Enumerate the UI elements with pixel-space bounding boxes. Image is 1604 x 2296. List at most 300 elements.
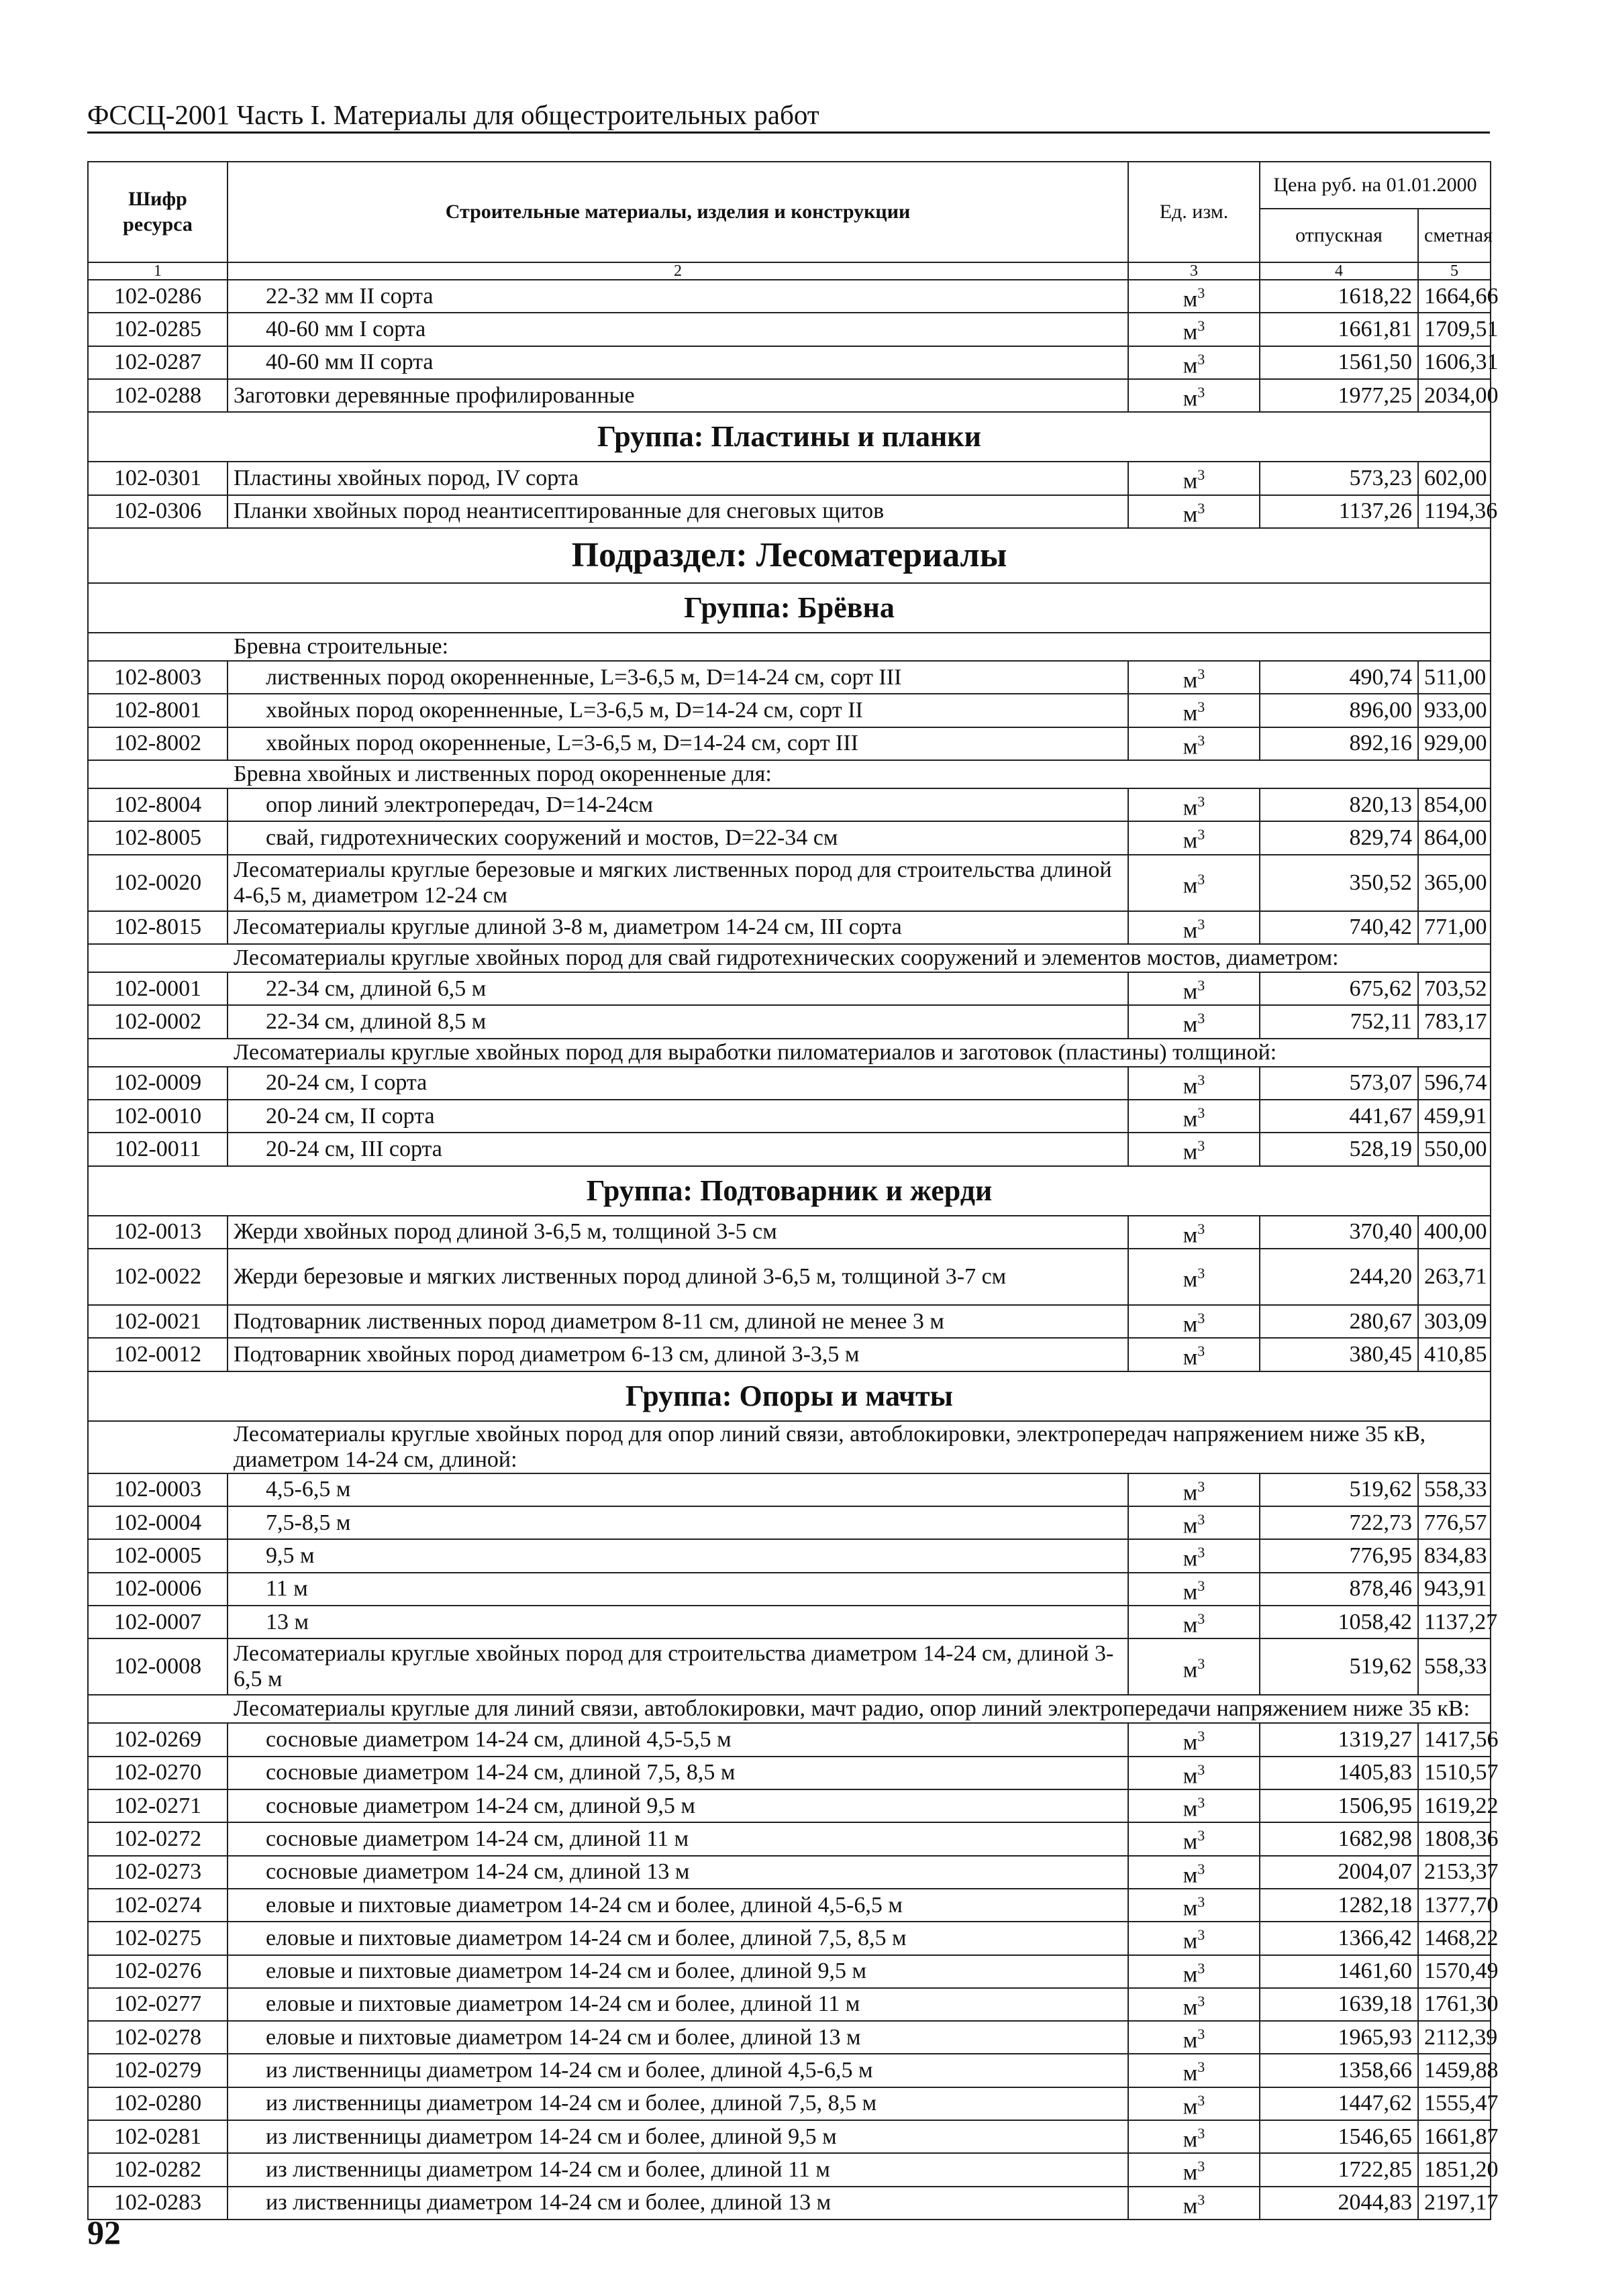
material-name: 22-34 см, длиной 8,5 м [228,1005,1128,1038]
unit-label: м [1183,1862,1198,1887]
release-price: 490,74 [1260,661,1418,694]
header-name: Строительные материалы, изделия и конструкции [228,162,1128,262]
table-row [88,583,1491,633]
unit-label: м [1183,2193,1198,2219]
resource-code: 102-8003 [88,661,228,694]
resource-code: 102-0301 [88,462,228,494]
estimate-price: 365,00 [1418,855,1491,911]
unit-cell [1128,1473,1260,1506]
estimate-price: 1468,22 [1418,1922,1491,1954]
release-price: 896,00 [1260,694,1418,727]
material-name: сосновые диаметром 14-24 см, длиной 4,5-5,5 м [228,1723,1128,1756]
unit-cell [1128,1216,1260,1249]
cubic-superscript: 3 [1197,1860,1205,1877]
unit-cell [1128,2120,1260,2153]
header-price-group: Цена руб. на 01.01.2000 [1260,162,1491,209]
material-name: 20-24 см, II сорта [228,1100,1128,1133]
col-number: 3 [1128,262,1260,280]
unit-cell [1128,1573,1260,1606]
resource-code: 102-0269 [88,1723,228,1756]
table-row [88,1338,1491,1371]
estimate-price: 1661,87 [1418,2120,1491,2153]
unit-cell [1128,661,1260,694]
table-row [88,1421,1491,1473]
resource-code: 102-0277 [88,1988,228,2021]
unit-cell [1128,280,1260,313]
unit-cell [1128,1822,1260,1855]
cubic-superscript: 3 [1197,1477,1205,1495]
estimate-price: 550,00 [1418,1133,1491,1165]
unit-cell [1128,1638,1260,1695]
material-name: Лесоматериалы круглые длиной 3-8 м, диаметром 14-24 см, III сорта [228,911,1128,944]
material-name: Жерди березовые и мягких лиственных пород длиной 3-6,5 м, толщиной 3-7 см [228,1249,1128,1305]
estimate-price: 1377,70 [1418,1889,1491,1922]
material-name: Лесоматериалы круглые хвойных пород для строительства диаметром 14-24 см, длиной 3-6,5 м [228,1638,1128,1695]
release-price: 519,62 [1260,1473,1418,1506]
material-name: Подтоварник хвойных пород диаметром 6-13 см, длиной 3-3,5 м [228,1338,1128,1371]
release-price: 752,11 [1260,1005,1418,1038]
table-row [88,412,1491,462]
table-row [88,760,1491,788]
unit-cell [1128,855,1260,911]
table-row [88,911,1491,944]
estimate-price: 703,52 [1418,972,1491,1005]
table-row [88,1133,1491,1165]
header-code: Шифр ресурса [88,162,228,262]
unit-label: м [1183,1579,1198,1604]
table-row [88,1166,1491,1216]
cubic-superscript: 3 [1197,1309,1205,1326]
resource-code: 102-0007 [88,1606,228,1638]
list-heading: Бревна хвойных и лиственных пород окоренненые для: [88,760,1491,788]
unit-cell [1128,972,1260,1005]
unit-label: м [1183,2060,1198,2086]
release-price: 1137,26 [1260,495,1418,528]
release-price: 1965,93 [1260,2021,1418,2054]
estimate-price: 459,91 [1418,1100,1491,1133]
resource-code: 102-0003 [88,1473,228,1506]
release-price: 829,74 [1260,821,1418,854]
unit-cell [1128,1067,1260,1100]
material-name: 9,5 м [228,1539,1128,1572]
table-row [88,1695,1491,1723]
material-name: 4,5-6,5 м [228,1473,1128,1506]
material-name: Подтоварник лиственных пород диаметром 8-11 см, длиной не менее 3 м [228,1305,1128,1338]
release-price: 441,67 [1260,1100,1418,1133]
resource-code: 102-0020 [88,855,228,911]
estimate-price: 2112,39 [1418,2021,1491,2054]
cubic-superscript: 3 [1197,1959,1205,1977]
estimate-price: 511,00 [1418,661,1491,694]
resource-code: 102-0271 [88,1789,228,1822]
estimate-price: 1459,88 [1418,2054,1491,2087]
unit-cell [1128,911,1260,944]
resource-code: 102-0272 [88,1822,228,1855]
material-name: Планки хвойных пород неантисептированные для снеговых щитов [228,495,1128,528]
release-price: 722,73 [1260,1506,1418,1539]
resource-code: 102-0281 [88,2120,228,2153]
estimate-price: 400,00 [1418,1216,1491,1249]
cubic-superscript: 3 [1197,1544,1205,1561]
unit-label: м [1183,386,1198,411]
unit-label: м [1183,1829,1198,1855]
cubic-superscript: 3 [1197,1265,1205,1282]
material-name: 40-60 мм I сорта [228,313,1128,346]
cubic-superscript: 3 [1197,1071,1205,1088]
material-name: еловые и пихтовые диаметром 14-24 см и более, длиной 7,5, 8,5 м [228,1922,1128,1954]
header-unit: Ед. изм. [1128,162,1260,262]
resource-code: 102-8001 [88,694,228,727]
column-numbers-row [88,262,1491,280]
resource-code: 102-0013 [88,1216,228,1249]
resource-code: 102-8004 [88,788,228,821]
unit-label: м [1183,1928,1198,1954]
unit-label: м [1183,352,1198,378]
unit-label: м [1183,1796,1198,1822]
resource-code: 102-0286 [88,280,228,313]
table-row [88,1539,1491,1572]
table-row [88,1723,1491,1756]
cubic-superscript: 3 [1197,1893,1205,1910]
material-name: из лиственницы диаметром 14-24 см и более, длиной 4,5-6,5 м [228,2054,1128,2087]
col-number: 1 [88,262,228,280]
material-name: хвойных пород окоренненные, L=3-6,5 м, D=14-24 см, сорт II [228,694,1128,727]
estimate-price: 771,00 [1418,911,1491,944]
table-row [88,528,1491,583]
unit-label: м [1183,668,1198,693]
unit-cell [1128,1856,1260,1889]
unit-cell [1128,1005,1260,1038]
unit-cell [1128,379,1260,412]
unit-cell [1128,1249,1260,1305]
estimate-price: 303,09 [1418,1305,1491,1338]
material-name: 22-34 см, длиной 6,5 м [228,972,1128,1005]
estimate-price: 834,83 [1418,1539,1491,1572]
estimate-price: 1510,57 [1418,1757,1491,1789]
resource-code: 102-0273 [88,1856,228,1889]
unit-cell [1128,2087,1260,2120]
unit-label: м [1183,979,1198,1004]
list-heading: Бревна строительные: [88,633,1491,661]
estimate-price: 1194,36 [1418,495,1491,528]
release-price: 892,16 [1260,727,1418,760]
estimate-price: 1664,66 [1418,280,1491,313]
estimate-price: 1761,30 [1418,1988,1491,2021]
release-price: 1639,18 [1260,1988,1418,2021]
cubic-superscript: 3 [1197,499,1205,517]
release-price: 519,62 [1260,1638,1418,1695]
table-row [88,2087,1491,2120]
estimate-price: 864,00 [1418,821,1491,854]
table-row [88,1005,1491,1038]
cubic-superscript: 3 [1197,1926,1205,1944]
group-heading: Группа: Пластины и планки [88,412,1491,462]
table-row [88,1216,1491,1249]
material-name: Заготовки деревянные профилированные [228,379,1128,412]
table-row [88,1305,1491,1338]
table-row [88,379,1491,412]
resource-code: 102-0274 [88,1889,228,1922]
unit-cell [1128,2187,1260,2220]
unit-label: м [1183,1995,1198,2020]
cubic-superscript: 3 [1197,731,1205,749]
estimate-price: 558,33 [1418,1638,1491,1695]
release-price: 1058,42 [1260,1606,1418,1638]
unit-label: м [1183,1312,1198,1337]
release-price: 370,40 [1260,1216,1418,1249]
release-price: 1366,42 [1260,1922,1418,1954]
resource-code: 102-0278 [88,2021,228,2054]
estimate-price: 602,00 [1418,462,1491,494]
unit-label: м [1183,2127,1198,2152]
table-row [88,944,1491,972]
cubic-superscript: 3 [1197,792,1205,810]
cubic-superscript: 3 [1197,284,1205,301]
table-row [88,972,1491,1005]
unit-label: м [1183,917,1198,943]
estimate-price: 2197,17 [1418,2187,1491,2220]
table-row [88,1789,1491,1822]
cubic-superscript: 3 [1197,1510,1205,1528]
cubic-superscript: 3 [1197,1220,1205,1237]
unit-cell [1128,1133,1260,1165]
estimate-price: 776,57 [1418,1506,1491,1539]
resource-code: 102-0280 [88,2087,228,2120]
unit-label: м [1183,1546,1198,1571]
table-row [88,821,1491,854]
estimate-price: 783,17 [1418,1005,1491,1038]
release-price: 878,46 [1260,1573,1418,1606]
cubic-superscript: 3 [1197,1655,1205,1672]
cubic-superscript: 3 [1197,1010,1205,1027]
release-price: 820,13 [1260,788,1418,821]
estimate-price: 1808,36 [1418,1822,1491,1855]
cubic-superscript: 3 [1197,1992,1205,2010]
cubic-superscript: 3 [1197,1343,1205,1360]
unit-label: м [1183,873,1198,898]
cubic-superscript: 3 [1197,1728,1205,1745]
table-row [88,633,1491,661]
resource-code: 102-0283 [88,2187,228,2220]
estimate-price: 1709,51 [1418,313,1491,346]
material-name: 40-60 мм II сорта [228,346,1128,379]
estimate-price: 1555,47 [1418,2087,1491,2120]
material-name: еловые и пихтовые диаметром 14-24 см и более, длиной 4,5-6,5 м [228,1889,1128,1922]
list-heading: Лесоматериалы круглые хвойных пород для свай гидротехнических сооружений и элементов мостов, диаметром: [88,944,1491,972]
unit-cell [1128,1889,1260,1922]
table-row [88,1922,1491,1954]
resource-code: 102-0306 [88,495,228,528]
resource-code: 102-0021 [88,1305,228,1338]
unit-cell [1128,313,1260,346]
unit-label: м [1183,1763,1198,1788]
resource-code: 102-0285 [88,313,228,346]
material-name: 22-32 мм II сорта [228,280,1128,313]
material-name: еловые и пихтовые диаметром 14-24 см и более, длиной 9,5 м [228,1955,1128,1988]
resource-code: 102-0279 [88,2054,228,2087]
cubic-superscript: 3 [1197,698,1205,716]
estimate-price: 1137,27 [1418,1606,1491,1638]
estimate-price: 2153,37 [1418,1856,1491,1889]
release-price: 675,62 [1260,972,1418,1005]
table-body [88,280,1499,2220]
table-row [88,313,1491,346]
resource-code: 102-0287 [88,346,228,379]
list-heading: Лесоматериалы круглые хвойных пород для опор линий связи, автоблокировки, электропередач напряжением ниже 35 кВ, диаметром 14-24 см, длиной: [88,1421,1491,1473]
table-row [88,1371,1491,1421]
release-price: 2004,07 [1260,1856,1418,1889]
cubic-superscript: 3 [1197,870,1205,888]
release-price: 2044,83 [1260,2187,1418,2220]
unit-cell [1128,1606,1260,1638]
cubic-superscript: 3 [1197,915,1205,933]
unit-label: м [1183,828,1198,853]
release-price: 1722,85 [1260,2153,1418,2186]
table-row [88,1039,1491,1067]
unit-label: м [1183,1961,1198,1987]
cubic-superscript: 3 [1197,826,1205,843]
table-row [88,1249,1491,1305]
resource-code: 102-0276 [88,1955,228,1988]
unit-label: м [1183,501,1198,527]
release-price: 1682,98 [1260,1822,1418,1855]
cubic-superscript: 3 [1197,2091,1205,2109]
unit-cell [1128,1100,1260,1133]
material-name: 20-24 см, I сорта [228,1067,1128,1100]
unit-label: м [1183,2160,1198,2185]
table-row [88,1955,1491,1988]
release-price: 1447,62 [1260,2087,1418,2120]
cubic-superscript: 3 [1197,383,1205,401]
material-name: 11 м [228,1573,1128,1606]
cubic-superscript: 3 [1197,2158,1205,2175]
unit-cell [1128,1305,1260,1338]
cubic-superscript: 3 [1197,1104,1205,1121]
release-price: 1461,60 [1260,1955,1418,1988]
release-price: 1506,95 [1260,1789,1418,1822]
unit-cell [1128,1955,1260,1988]
resource-code: 102-0275 [88,1922,228,1954]
material-name: сосновые диаметром 14-24 см, длиной 11 м [228,1822,1128,1855]
resource-code: 102-0009 [88,1067,228,1100]
table-row [88,855,1491,911]
resource-code: 102-0008 [88,1638,228,1695]
unit-label: м [1183,2028,1198,2053]
material-name: опор линий электропередач, D=14-24см [228,788,1128,821]
material-name: сосновые диаметром 14-24 см, длиной 7,5, 8,5 м [228,1757,1128,1789]
group-heading: Группа: Брёвна [88,583,1491,633]
cubic-superscript: 3 [1197,1761,1205,1778]
release-price: 280,67 [1260,1305,1418,1338]
release-price: 380,45 [1260,1338,1418,1371]
unit-cell [1128,1922,1260,1954]
release-price: 1282,18 [1260,1889,1418,1922]
unit-label: м [1183,1222,1198,1247]
estimate-price: 596,74 [1418,1067,1491,1100]
release-price: 740,42 [1260,911,1418,944]
material-name: 20-24 см, III сорта [228,1133,1128,1165]
unit-label: м [1183,286,1198,312]
unit-label: м [1183,1267,1198,1292]
material-name: из лиственницы диаметром 14-24 см и более, длиной 9,5 м [228,2120,1128,2153]
page-number: 92 [87,2213,121,2251]
material-name: лиственных пород окоренненные, L=3-6,5 м, D=14-24 см, сорт III [228,661,1128,694]
release-price: 1977,25 [1260,379,1418,412]
running-head: ФССЦ-2001 Часть I. Материалы для общестроительных работ [87,99,1490,134]
list-heading: Лесоматериалы круглые для линий связи, автоблокировки, мачт радио, опор линий электропередачи напряжением ниже 35 кВ: [88,1695,1491,1723]
estimate-price: 1417,56 [1418,1723,1491,1756]
header-estimate: сметная [1418,209,1491,262]
unit-label: м [1183,1730,1198,1755]
price-table [87,161,1499,2220]
unit-label: м [1183,1513,1198,1538]
cubic-superscript: 3 [1197,2191,1205,2208]
unit-cell [1128,1988,1260,2021]
release-price: 1661,81 [1260,313,1418,346]
unit-cell [1128,462,1260,494]
resource-code: 102-0010 [88,1100,228,1133]
estimate-price: 1851,20 [1418,2153,1491,2186]
group-heading: Группа: Опоры и мачты [88,1371,1491,1421]
unit-label: м [1183,1345,1198,1370]
cubic-superscript: 3 [1197,317,1205,335]
release-price: 1319,27 [1260,1723,1418,1756]
unit-cell [1128,694,1260,727]
unit-label: м [1183,1479,1198,1505]
table-row [88,788,1491,821]
table-row [88,694,1491,727]
unit-cell [1128,1506,1260,1539]
unit-cell [1128,1338,1260,1371]
cubic-superscript: 3 [1197,2058,1205,2076]
material-name: из лиственницы диаметром 14-24 см и более, длиной 11 м [228,2153,1128,2186]
material-name: еловые и пихтовые диаметром 14-24 см и более, длиной 13 м [228,2021,1128,2054]
material-name: хвойных пород окоренненые, L=3-6,5 м, D=14-24 см, сорт III [228,727,1128,760]
table-row [88,495,1491,528]
estimate-price: 1570,49 [1418,1955,1491,1988]
table-row [88,2120,1491,2153]
resource-code: 102-0288 [88,379,228,412]
unit-label: м [1183,1012,1198,1037]
unit-label: м [1183,1139,1198,1165]
unit-cell [1128,821,1260,854]
unit-label: м [1183,1612,1198,1638]
material-name: 7,5-8,5 м [228,1506,1128,1539]
table-row [88,1856,1491,1889]
cubic-superscript: 3 [1197,466,1205,484]
cubic-superscript: 3 [1197,1793,1205,1811]
unit-cell [1128,495,1260,528]
group-heading: Группа: Подтоварник и жерди [88,1166,1491,1216]
release-price: 1618,22 [1260,280,1418,313]
unit-label: м [1183,319,1198,345]
resource-code: 102-8005 [88,821,228,854]
unit-cell [1128,1723,1260,1756]
resource-code: 102-0001 [88,972,228,1005]
unit-cell [1128,1757,1260,1789]
estimate-price: 1606,31 [1418,346,1491,379]
unit-cell [1128,1539,1260,1572]
table-row [88,1638,1491,1695]
table-row [88,2187,1491,2220]
unit-label: м [1183,468,1198,494]
table-row [88,1473,1491,1506]
resource-code: 102-0005 [88,1539,228,1572]
cubic-superscript: 3 [1197,976,1205,994]
list-heading: Лесоматериалы круглые хвойных пород для выработки пиломатериалов и заготовок (пластины) толщиной: [88,1039,1491,1067]
material-name: сосновые диаметром 14-24 см, длиной 9,5 м [228,1789,1128,1822]
material-name: из лиственницы диаметром 14-24 см и более, длиной 7,5, 8,5 м [228,2087,1128,2120]
